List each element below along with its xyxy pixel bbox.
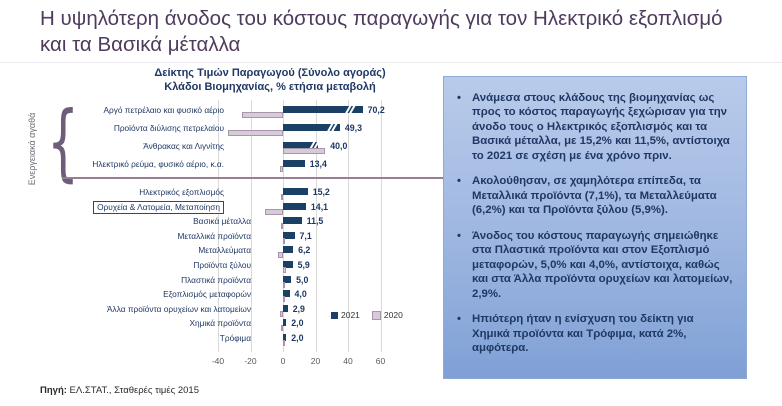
bar-2020	[280, 166, 283, 172]
bullet-item	[454, 229, 734, 301]
bar-2020	[278, 252, 283, 258]
bullet-list	[454, 91, 734, 356]
category-label: Άνθρακας και Λιγνίτης	[143, 141, 224, 151]
value-label: 7,1	[299, 230, 312, 241]
value-label: 2,0	[291, 333, 304, 343]
info-box	[443, 76, 747, 379]
category-label: Ηλεκτρικό ρεύμα, φυσικό αέριο, κ.α.	[92, 159, 224, 169]
legend-item	[331, 310, 360, 320]
bullet-item	[454, 174, 734, 217]
x-tick-label: 0	[280, 356, 286, 366]
value-label: 40,0	[330, 141, 348, 151]
value-label: 5,9	[297, 260, 310, 270]
value-label: 6,2	[298, 245, 311, 256]
bar-2020	[283, 282, 285, 288]
energy-group-label: Ενεργειακά αγαθά	[27, 112, 37, 186]
bullet-item	[454, 91, 734, 163]
bar-2020	[280, 311, 283, 317]
category-label: Τρόφιμα	[219, 333, 251, 343]
value-label: 11,5	[306, 216, 324, 227]
category-label: Άλλα προϊόντα ορυχείων και λατομείων	[107, 303, 251, 314]
bar-2020	[283, 267, 286, 273]
source-note	[40, 385, 199, 396]
legend-swatch-icon	[331, 312, 338, 319]
bullet-icon: •	[457, 175, 461, 188]
chart-title-line1: Δείκτης Τιμών Παραγωγού (Σύνολο αγοράς)	[154, 67, 386, 79]
bar-2020	[283, 238, 285, 244]
category-label: Ηλεκτρικός εξοπλισμός	[139, 187, 224, 197]
bar-2021	[283, 305, 288, 312]
source-text: ΕΛ.ΣΤΑΤ., Σταθερές τιμές 2015	[66, 385, 199, 396]
bar-2020	[242, 112, 283, 118]
title-divider	[0, 62, 782, 63]
category-label: Αργό πετρέλαιο και φυσικό αέριο	[103, 105, 224, 115]
category-label: Προϊόντα διύλισης πετρελαίου	[113, 123, 224, 133]
category-label: Μεταλλεύματα	[198, 245, 251, 256]
chart-title-line2: Κλάδοι Βιομηχανίας, % ετήσια μεταβολή	[164, 81, 376, 94]
page-title: Η υψηλότερη άνοδος του κόστους παραγωγής για τον Ηλεκτρικό εξοπλισμό και τα Βασικά μέταλλα	[40, 7, 723, 57]
x-tick-label: -20	[244, 356, 257, 366]
value-label: 49,3	[344, 123, 362, 133]
bar-2020	[283, 296, 285, 302]
x-tick-label: 20	[310, 356, 321, 366]
value-label: 15,2	[312, 187, 330, 197]
bullet-icon: •	[457, 313, 461, 326]
category-label: Πλαστικά προϊόντα	[181, 274, 251, 285]
value-label: 2,0	[291, 318, 304, 329]
value-label: 5,0	[296, 274, 309, 285]
bar-2020	[265, 209, 283, 215]
bar-2021	[283, 203, 306, 210]
legend-label: 2020	[383, 310, 403, 320]
chart-title	[95, 66, 445, 95]
x-tick-label: 40	[343, 356, 353, 366]
legend-swatch-icon	[372, 311, 381, 320]
x-tick-label: 60	[375, 356, 386, 366]
bullet-text: Άνοδος του κόστους παραγωγής σημειώθηκε στα Πλαστικά προϊόντα και στον Εξοπλισμό μεταφορών, 5,0% και 4,0%, αντίστοιχα, καθώς και στα Άλλα προϊόντα ορυχείων και λατομείων, 2,9%.	[472, 229, 733, 300]
category-label: Μεταλλικά προϊόντα	[177, 230, 251, 241]
gridline	[283, 100, 284, 352]
bar-2021	[283, 246, 293, 253]
chart-legend	[331, 310, 403, 320]
bar-2020	[281, 194, 283, 200]
bullet-icon: •	[457, 229, 461, 242]
bar-2021	[283, 319, 286, 326]
bullet-item	[454, 312, 734, 355]
value-label: 4,0	[294, 289, 307, 300]
bar-2020	[281, 223, 283, 229]
bar-2020	[281, 325, 283, 331]
legend-label: 2021	[341, 310, 360, 320]
highlighted-category-box: Ορυχεία & Λατομεία, Μεταποίηση	[93, 201, 224, 214]
category-label	[30, 201, 224, 213]
legend-item	[372, 310, 403, 320]
bar-2020	[283, 148, 325, 154]
value-label: 2,9	[292, 303, 305, 314]
value-label: 13,4	[309, 159, 327, 169]
bullet-text: Ηπιότερη ήταν η ενίσχυση του δείκτη για Χημικά προϊόντα και Τρόφιμα, κατά 2%, αμφότερα.	[472, 313, 694, 355]
category-label: Προϊόντα ξύλου	[193, 260, 251, 270]
bar-2021	[283, 217, 302, 224]
value-label: 14,1	[310, 201, 329, 212]
category-label: Εξοπλισμός μεταφορών	[163, 289, 251, 300]
x-tick-label: -40	[211, 356, 225, 366]
value-label: 70,2	[367, 105, 385, 115]
bullet-text: Ανάμεσα στους κλάδους της βιομηχανίας ως προς το κόστος παραγωγής ξεχώρισαν για την άνοδο τους ο Ηλεκτρικός εξοπλισμός και τα Βασικά μέταλλα, με 15,2% και 11,5%, αντίστοιχα το 2021 σε σχέση με ένα χρόνο πριν.	[472, 92, 730, 162]
bar-2021	[283, 160, 305, 167]
bar-2021	[283, 188, 308, 195]
category-label: Χημικά προϊόντα	[189, 318, 251, 329]
bar-2020	[228, 130, 283, 136]
category-label: Βασικά μέταλλα	[193, 216, 251, 227]
bullet-icon: •	[457, 92, 461, 104]
bar-2020	[283, 340, 285, 346]
energy-group-separator-line	[62, 177, 457, 179]
source-label: Πηγή:	[40, 385, 67, 396]
bullet-text: Ακολούθησαν, σε χαμηλότερα επίπεδα, τα Μεταλλικά προϊόντα (7,1%), τα Μεταλλεύματα (6,2%) και τα Προϊόντα ξύλου (5,9%).	[472, 175, 717, 217]
